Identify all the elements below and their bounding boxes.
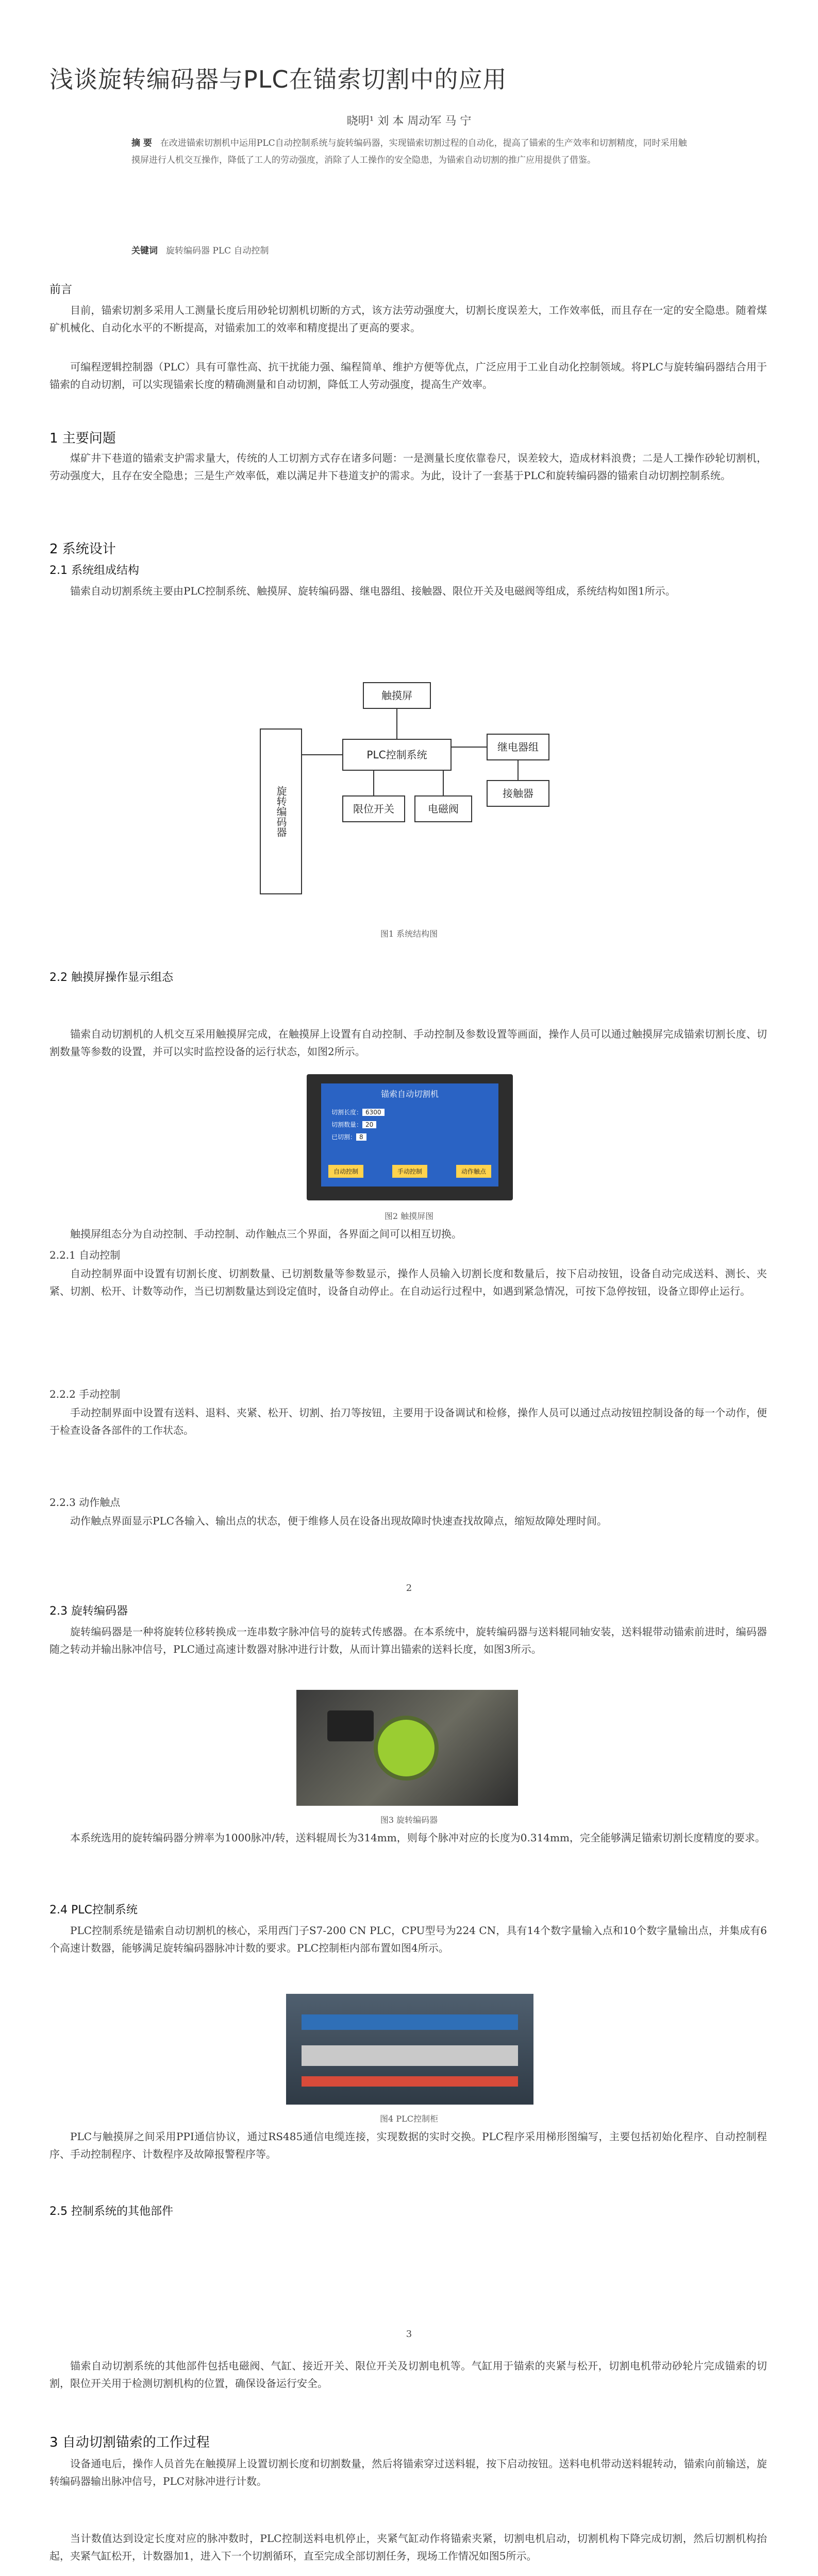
system-structure-diagram [245,677,585,912]
paragraph: PLC控制系统是锚索自动切割机的核心，采用西门子S7-200 CN PLC，CPU型号为224 CN，具有14个数字量输入点和10个数字量输出点，并集成有6个高速计数器，能够满足旋转编码器脉冲计数的要求。PLC控制柜内部布置如图4所示。 [49,1924,767,1954]
figure-caption: 图3 旋转编码器 [380,1815,438,1825]
manual-control-button[interactable]: 手动控制 [392,1165,427,1178]
abstract-label: 摘 要 [131,138,152,148]
diagram-label: PLC控制系统 [366,749,427,761]
subsection-heading: 2.3 旋转编码器 [49,1605,128,1618]
abstract-text: 在改进锚索切割机中运用PLC自动控制系统与旋转编码器，实现锚索切割过程的自动化，提高了锚索的生产效率和切割精度，同时采用触摸屏进行人机交互操作，降低了工人的劳动强度，消除了人工操作的安全隐患，为锚索自动切割的推广应用提供了借鉴。 [131,138,687,165]
paragraph: 煤矿井下巷道的锚索支护需求量大，传统的人工切割方式存在诸多问题：一是测量长度依靠卷尺，误差较大，造成材料浪费；二是人工操作砂轮切割机，劳动强度大，且存在安全隐患；三是生产效率低，难以满足井下巷道支护的需求。为此，设计了一套基于PLC和旋转编码器的锚索自动切割控制系统。 [49,452,767,482]
screen-label: 切割数量 [331,1121,357,1128]
paragraph: 自动控制界面中设置有切割长度、切割数量、已切割数量等参数显示，操作人员输入切割长度和数量后，按下启动按钮，设备自动完成送料、测长、夹紧、切割、松开、计数等动作，当已切割数量达到设定值时，设备自动停止。在自动运行过程中，如遇到紧急情况，可按下急停按钮，设备立即停止运行。 [49,1267,767,1297]
paragraph: 锚索自动切割机的人机交互采用触摸屏完成，在触摸屏上设置有自动控制、手动控制及参数设置等画面，操作人员可以通过触摸屏完成锚索切割长度、切割数量等参数的设置，并可以实时监控设备的运行状态，如图2所示。 [49,1028,767,1058]
subsubsection-heading: 2.2.2 手动控制 [49,1388,121,1400]
section-preface: 前言 [49,283,73,296]
figure-caption: 图4 PLC控制柜 [380,2114,438,2124]
figure-caption: 图2 触摸屏图 [384,1211,434,1221]
terminal-strip [302,2045,518,2066]
subsection-heading: 2.4 PLC控制系统 [49,1904,138,1917]
screen-value[interactable]: 20 [362,1121,376,1128]
wiring-bundle [302,2076,518,2087]
encoder-body [327,1710,374,1741]
diagram-label: 触摸屏 [381,689,412,702]
abstract [131,135,688,169]
keywords-text: 旋转编码器 PLC 自动控制 [166,246,269,256]
paragraph: 目前，锚索切割多采用人工测量长度后用砂轮切割机切断的方式，该方法劳动强度大，切割长度误差大，工作效率低，而且存在一定的安全隐患。随着煤矿机械化、自动化水平的不断提高，对锚索加工的效率和精度提出了更高的要求。 [49,304,767,334]
figure-caption: 图1 系统结构图 [380,929,438,939]
plc-cabinet-photo [286,1994,533,2105]
encoder-photo [296,1690,518,1806]
keywords-label: 关键词 [131,246,158,256]
plc-rail [302,2014,518,2030]
section-heading: 2 系统设计 [49,541,116,557]
paragraph: 可编程逻辑控制器（PLC）具有可靠性高、抗干扰能力强、编程简单、维护方便等优点，广泛应用于工业自动化控制领域。将PLC与旋转编码器结合用于锚索的自动切割，可以实现锚索长度的精确测量和自动切割，降低工人劳动强度，提高生产效率。 [49,361,767,391]
screen-label: 已切割 [331,1133,350,1141]
paragraph: 动作触点界面显示PLC各输入、输出点的状态，便于维修人员在设备出现故障时快速查找故障点，缩短故障处理时间。 [70,1515,608,1527]
diagram-label: 电磁阀 [428,803,459,815]
screen-label: 切割长度 [331,1109,357,1116]
screen-display: 锚索自动切割机 切割长度： 6300 切割数量： 20 已切割： 8 自动控制 手动控制 动作触点 [321,1083,498,1187]
paragraph: 设备通电后，操作人员首先在触摸屏上设置切割长度和切割数量，然后将锚索穿过送料辊，按下启动按钮。送料电机带动送料辊转动，锚索向前输送，旋转编码器输出脉冲信号，PLC对脉冲进行计数。 [49,2458,767,2487]
page-number: 2 [406,1583,412,1594]
diagram-label: 继电器组 [497,741,539,753]
screen-title: 锚索自动切割机 [380,1089,439,1099]
page-number: 3 [406,2329,412,2340]
io-status-button[interactable]: 动作触点 [456,1165,491,1178]
keywords [131,243,688,256]
diagram-label: 接触器 [503,787,533,800]
paragraph: 本系统选用的旋转编码器分辨率为1000脉冲/转，送料辊周长为314mm，则每个脉冲对应的长度为0.314mm，完全能够满足锚索切割长度精度的要求。 [70,1832,765,1844]
auto-control-button[interactable]: 自动控制 [328,1165,363,1178]
section-heading: 1 主要问题 [49,431,116,446]
subsection-heading: 2.5 控制系统的其他部件 [49,2205,173,2218]
paragraph: 触摸屏组态分为自动控制、手动控制、动作触点三个界面，各界面之间可以相互切换。 [70,1228,462,1240]
feed-roller [374,1716,439,1781]
section-heading: 3 自动切割锚索的工作过程 [49,2435,210,2450]
subsubsection-heading: 2.2.3 动作触点 [49,1496,121,1509]
screen-value[interactable]: 6300 [362,1109,385,1116]
diagram-label: 限位开关 [353,803,394,815]
page-title: 浅谈旋转编码器与PLC在锚索切割中的应用 [49,65,507,93]
paragraph: 当计数值达到设定长度对应的脉冲数时，PLC控制送料电机停止，夹紧气缸动作将锚索夹紧，切割电机启动，切割机构下降完成切割，然后切割机构抬起，夹紧气缸松开，计数器加1，进入下一个切割循环，直至完成全部切割任务，现场工作情况如图5所示。 [49,2532,767,2562]
diagram-label: 旋转编码器 [275,786,287,837]
screen-value: 8 [356,1133,366,1141]
paragraph: 旋转编码器是一种将旋转位移转换成一连串数字脉冲信号的旋转式传感器。在本系统中，旋转编码器与送料辊同轴安装，送料辊带动锚索前进时，编码器随之转动并输出脉冲信号，PLC通过高速计数器对脉冲进行计数，从而计算出锚索的送料长度，如图3所示。 [49,1625,767,1655]
touch-screen-photo [307,1074,513,1200]
paragraph: 手动控制界面中设置有送料、退料、夹紧、松开、切割、抬刀等按钮，主要用于设备调试和检修，操作人员可以通过点动按钮控制设备的每一个动作，便于检查设备各部件的工作状态。 [49,1406,767,1436]
subsection-heading: 2.1 系统组成结构 [49,564,139,577]
paragraph: PLC与触摸屏之间采用PPI通信协议，通过RS485通信电缆连接，实现数据的实时交换。PLC程序采用梯形图编写，主要包括初始化程序、自动控制程序、手动控制程序、计数程序及故障报警程序等。 [49,2130,767,2160]
paragraph: 锚索自动切割系统的其他部件包括电磁阀、气缸、接近开关、限位开关及切割电机等。气缸用于锚索的夹紧与松开，切割电机带动砂轮片完成锚索的切割，限位开关用于检测切割机构的位置，确保设备运行安全。 [49,2360,767,2389]
author-line: 晓明¹ 刘 本 周动军 马 宁 [346,115,472,128]
subsection-heading: 2.2 触摸屏操作显示组态 [49,971,173,984]
subsubsection-heading: 2.2.1 自动控制 [49,1249,121,1261]
paragraph: 锚索自动切割系统主要由PLC控制系统、触摸屏、旋转编码器、继电器组、接触器、限位开关及电磁阀等组成，系统结构如图1所示。 [70,585,676,597]
